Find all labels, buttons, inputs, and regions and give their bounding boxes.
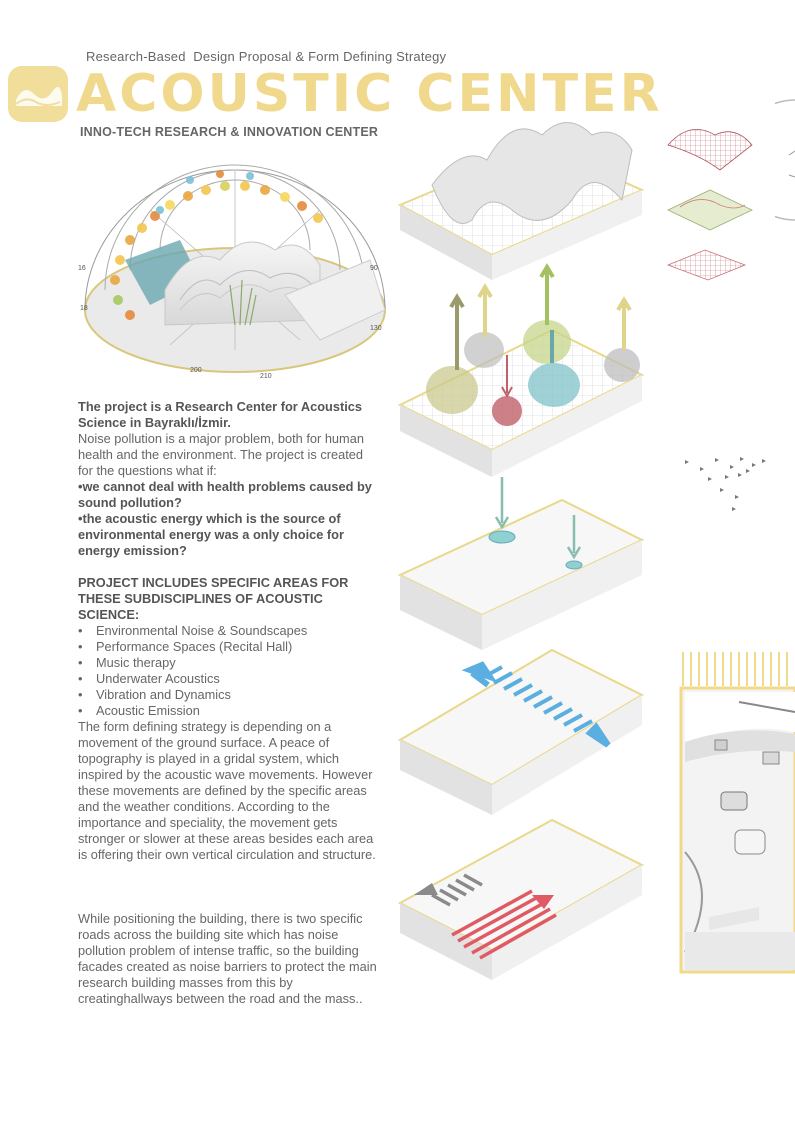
list-item: • Music therapy [78,655,378,671]
list-item: • Underwater Acoustics [78,671,378,687]
svg-text:90: 90 [370,265,378,272]
noise-barrier-slab [400,820,642,980]
sphere-slab [400,267,642,477]
strategy-paragraph-2: While positioning the building, there is two specific roads across the building site which has noise pollution problem of intense traffic, so the building facades created as noise barriers to protect the main research building masses from this by creatinghallways between the road and the mass.. [78,911,377,1006]
water-slab [400,477,642,650]
dome-rendering [70,150,390,390]
intro-body: Noise pollution is a major problem, both for human health and the environment. The project is created for the questions what if: [78,431,364,478]
site-perspective-rendering [679,652,795,974]
topography-slab [400,123,642,281]
intro-question-1: •we cannot deal with health problems caused by sound pollution? [78,479,372,510]
list-item: • Acoustic Emission [78,703,378,719]
svg-text:210: 210 [260,373,272,380]
airflow-slab [400,650,642,815]
birds-scatter [680,455,775,515]
partial-circle-diagram [775,95,795,225]
organization-title: INNO-TECH RESEARCH & INNOVATION CENTER [80,125,379,139]
subdisciplines-list [78,623,378,719]
intro-lead: The project is a Research Center for Acoustics Science in Bayraklı/İzmir. [78,399,362,430]
subdisciplines-section [78,575,378,719]
list-item: • Vibration and Dynamics [78,687,378,703]
strategy-paragraph-1: The form defining strategy is depending on a movement of the ground surface. A peace of topography is played in a gridal system, which inspired by the acoustic wave movements. However these movements are defined by the specific areas and the weather conditions. According to the importance and speciality, the movement gets stronger or slower at these areas besides each area is offering their own vertical circulation and structure. [78,719,376,862]
intro-text [78,399,378,559]
subdisciplines-heading: PROJECT INCLUDES SPECIFIC AREAS FOR THESE SUBDISCIPLINES OF ACOUSTIC SCIENCE: [78,575,349,622]
svg-text:200: 200 [190,367,202,374]
list-item: • Environmental Noise & Soundscapes [78,623,378,639]
surface-analysis-diagrams [660,115,760,290]
page-title: ACOUSTIC CENTER [76,64,663,124]
waves-logo-icon [8,66,68,122]
svg-text:130: 130 [370,325,382,332]
svg-text:16: 16 [78,265,86,272]
form-strategy-diagrams [392,105,652,985]
header-subtitle: Research-Based Design Proposal & Form Defining Strategy [86,49,447,64]
list-item: • Performance Spaces (Recital Hall) [78,639,378,655]
intro-question-2: •the acoustic energy which is the source of environmental energy was a only choice for energy emission? [78,511,344,558]
svg-text:18: 18 [80,305,88,312]
